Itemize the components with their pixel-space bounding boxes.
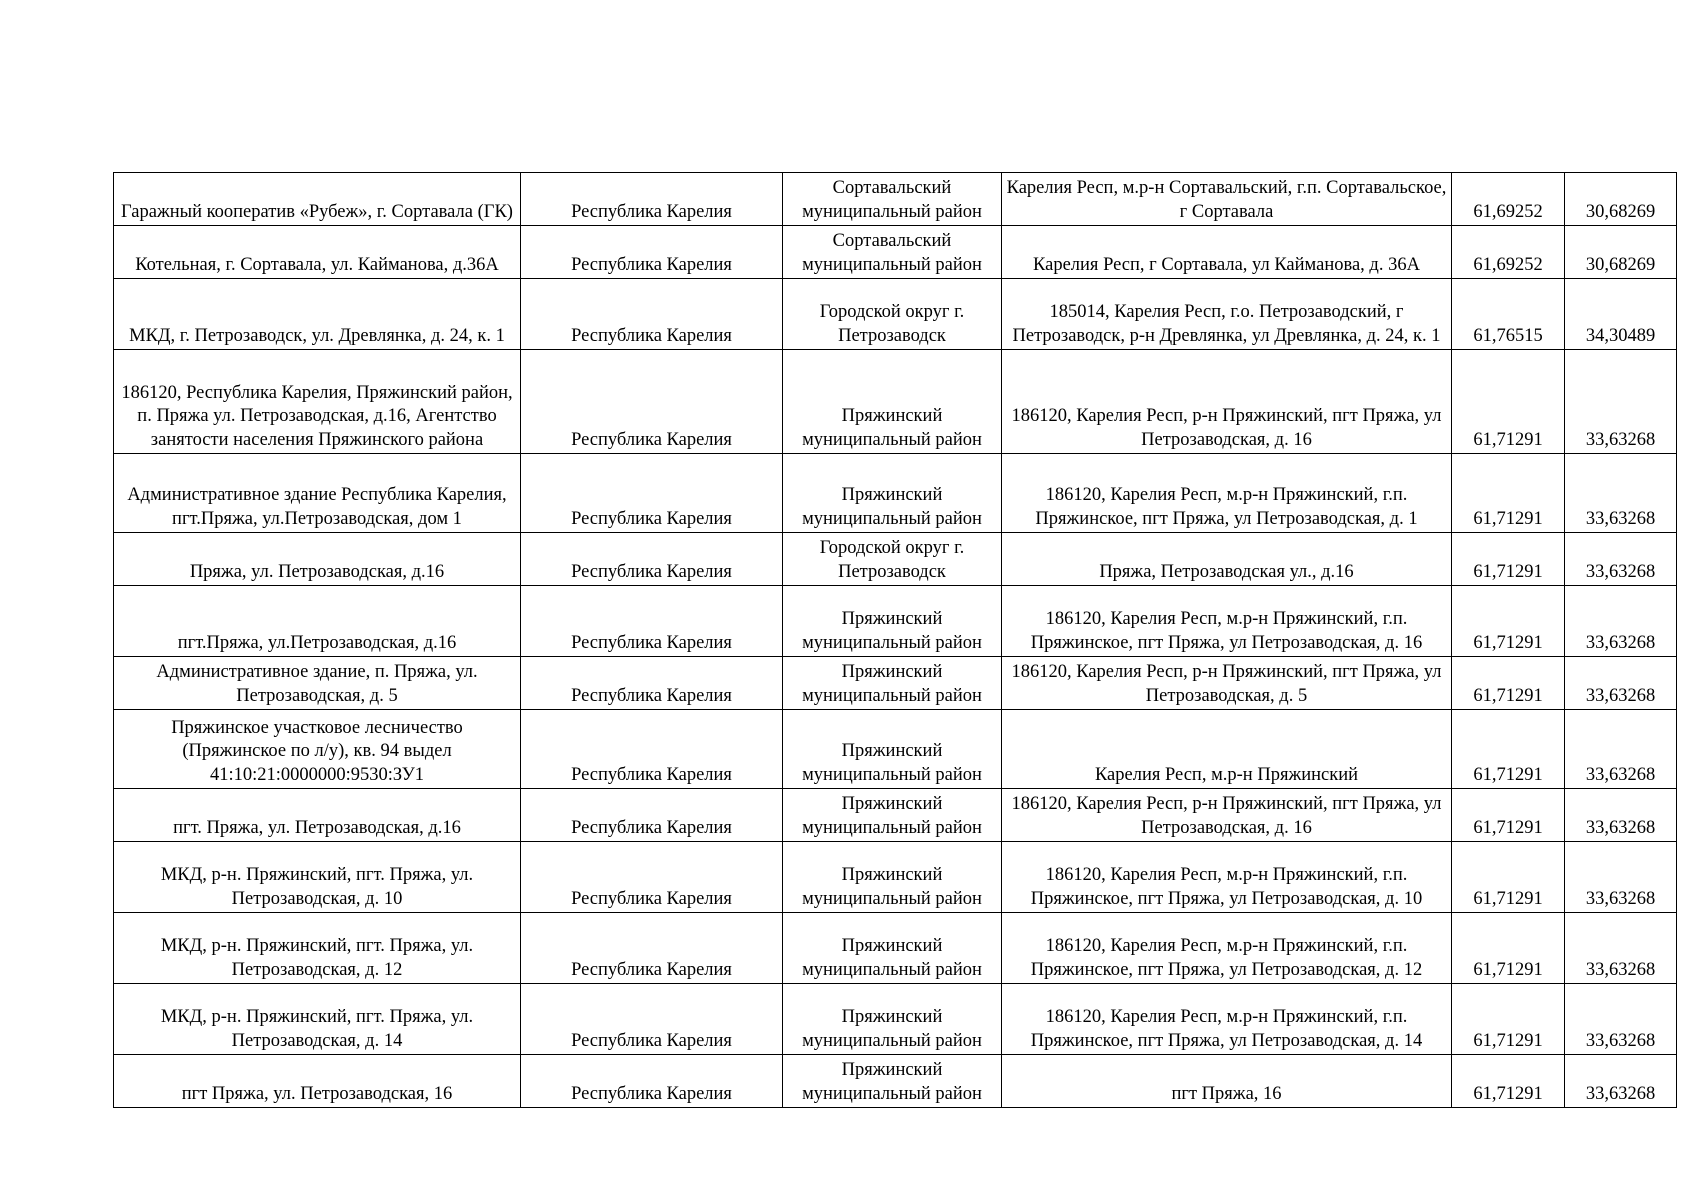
district-cell: Пряжинский муниципальный район (783, 984, 1002, 1055)
latitude-cell: 61,71291 (1452, 710, 1565, 789)
address-cell: 186120, Карелия Респ, м.р-н Пряжинский, г.п. Пряжинское, пгт Пряжа, ул Петрозаводская, д. 1 (1002, 454, 1452, 533)
longitude-cell: 33,63268 (1565, 586, 1677, 657)
district-cell: Городской округ г. Петрозаводск (783, 533, 1002, 586)
table-row (114, 454, 1677, 533)
object-name-cell: МКД, р-н. Пряжинский, пгт. Пряжа, ул. Петрозаводская, д. 14 (114, 984, 521, 1055)
region-cell: Республика Карелия (521, 1055, 783, 1108)
region-cell: Республика Карелия (521, 789, 783, 842)
address-cell: 186120, Карелия Респ, м.р-н Пряжинский, г.п. Пряжинское, пгт Пряжа, ул Петрозаводская, д. 10 (1002, 842, 1452, 913)
latitude-cell: 61,71291 (1452, 350, 1565, 454)
district-cell: Пряжинский муниципальный район (783, 710, 1002, 789)
address-cell: Карелия Респ, г Сортавала, ул Кайманова, д. 36А (1002, 226, 1452, 279)
address-cell: 186120, Карелия Респ, р-н Пряжинский, пгт Пряжа, ул Петрозаводская, д. 5 (1002, 657, 1452, 710)
district-cell: Пряжинский муниципальный район (783, 1055, 1002, 1108)
latitude-cell: 61,71291 (1452, 454, 1565, 533)
object-name-cell: Гаражный кооператив «Рубеж», г. Сортавала (ГК) (114, 173, 521, 226)
latitude-cell: 61,69252 (1452, 226, 1565, 279)
region-cell: Республика Карелия (521, 279, 783, 350)
table-body (114, 173, 1677, 1108)
object-name-cell: МКД, р-н. Пряжинский, пгт. Пряжа, ул. Петрозаводская, д. 12 (114, 913, 521, 984)
region-cell: Республика Карелия (521, 586, 783, 657)
district-cell: Сортавальский муниципальный район (783, 226, 1002, 279)
table-row (114, 350, 1677, 454)
address-cell: Пряжа, Петрозаводская ул., д.16 (1002, 533, 1452, 586)
district-cell: Пряжинский муниципальный район (783, 454, 1002, 533)
table-row (114, 279, 1677, 350)
longitude-cell: 33,63268 (1565, 710, 1677, 789)
district-cell: Пряжинский муниципальный район (783, 913, 1002, 984)
longitude-cell: 33,63268 (1565, 984, 1677, 1055)
district-cell: Пряжинский муниципальный район (783, 789, 1002, 842)
table-row (114, 586, 1677, 657)
address-cell: 186120, Карелия Респ, р-н Пряжинский, пгт Пряжа, ул Петрозаводская, д. 16 (1002, 789, 1452, 842)
longitude-cell: 33,63268 (1565, 350, 1677, 454)
object-name-cell: Административное здание Республика Карелия, пгт.Пряжа, ул.Петрозаводская, дом 1 (114, 454, 521, 533)
longitude-cell: 34,30489 (1565, 279, 1677, 350)
address-cell: 186120, Карелия Респ, м.р-н Пряжинский, г.п. Пряжинское, пгт Пряжа, ул Петрозаводская, д. 12 (1002, 913, 1452, 984)
object-name-cell: пгт.Пряжа, ул.Петрозаводская, д.16 (114, 586, 521, 657)
object-name-cell: Котельная, г. Сортавала, ул. Кайманова, д.36А (114, 226, 521, 279)
object-name-cell: МКД, р-н. Пряжинский, пгт. Пряжа, ул. Петрозаводская, д. 10 (114, 842, 521, 913)
object-name-cell: Пряжа, ул. Петрозаводская, д.16 (114, 533, 521, 586)
district-cell: Пряжинский муниципальный район (783, 586, 1002, 657)
longitude-cell: 33,63268 (1565, 657, 1677, 710)
address-cell: 186120, Карелия Респ, р-н Пряжинский, пгт Пряжа, ул Петрозаводская, д. 16 (1002, 350, 1452, 454)
region-cell: Республика Карелия (521, 350, 783, 454)
longitude-cell: 33,63268 (1565, 789, 1677, 842)
longitude-cell: 30,68269 (1565, 173, 1677, 226)
region-cell: Республика Карелия (521, 710, 783, 789)
table-row (114, 913, 1677, 984)
region-cell: Республика Карелия (521, 226, 783, 279)
longitude-cell: 30,68269 (1565, 226, 1677, 279)
longitude-cell: 33,63268 (1565, 454, 1677, 533)
address-cell: 186120, Карелия Респ, м.р-н Пряжинский, г.п. Пряжинское, пгт Пряжа, ул Петрозаводская, д. 14 (1002, 984, 1452, 1055)
object-name-cell: 186120, Республика Карелия, Пряжинский район, п. Пряжа ул. Петрозаводская, д.16, Агентство занятости населения Пряжинского района (114, 350, 521, 454)
longitude-cell: 33,63268 (1565, 842, 1677, 913)
district-cell: Пряжинский муниципальный район (783, 842, 1002, 913)
latitude-cell: 61,71291 (1452, 586, 1565, 657)
region-cell: Республика Карелия (521, 173, 783, 226)
latitude-cell: 61,71291 (1452, 789, 1565, 842)
table-row (114, 657, 1677, 710)
table-row (114, 789, 1677, 842)
latitude-cell: 61,71291 (1452, 1055, 1565, 1108)
region-cell: Республика Карелия (521, 454, 783, 533)
latitude-cell: 61,71291 (1452, 533, 1565, 586)
latitude-cell: 61,71291 (1452, 913, 1565, 984)
address-cell: Карелия Респ, м.р-н Пряжинский (1002, 710, 1452, 789)
latitude-cell: 61,71291 (1452, 657, 1565, 710)
address-cell: 185014, Карелия Респ, г.о. Петрозаводский, г Петрозаводск, р-н Древлянка, ул Древлянка, д. 24, к. 1 (1002, 279, 1452, 350)
region-cell: Республика Карелия (521, 533, 783, 586)
latitude-cell: 61,71291 (1452, 984, 1565, 1055)
longitude-cell: 33,63268 (1565, 913, 1677, 984)
longitude-cell: 33,63268 (1565, 1055, 1677, 1108)
address-cell: 186120, Карелия Респ, м.р-н Пряжинский, г.п. Пряжинское, пгт Пряжа, ул Петрозаводская, д. 16 (1002, 586, 1452, 657)
table-row (114, 984, 1677, 1055)
latitude-cell: 61,76515 (1452, 279, 1565, 350)
table-row (114, 1055, 1677, 1108)
address-cell: пгт Пряжа, 16 (1002, 1055, 1452, 1108)
region-cell: Республика Карелия (521, 657, 783, 710)
table-row (114, 710, 1677, 789)
object-name-cell: МКД, г. Петрозаводск, ул. Древлянка, д. 24, к. 1 (114, 279, 521, 350)
object-name-cell: Пряжинское участковое лесничество (Пряжинское по л/у), кв. 94 выдел 41:10:21:0000000:9530:ЗУ1 (114, 710, 521, 789)
district-cell: Пряжинский муниципальный район (783, 350, 1002, 454)
table-row (114, 226, 1677, 279)
object-name-cell: Административное здание, п. Пряжа, ул. Петрозаводская, д. 5 (114, 657, 521, 710)
district-cell: Пряжинский муниципальный район (783, 657, 1002, 710)
region-cell: Республика Карелия (521, 913, 783, 984)
latitude-cell: 61,71291 (1452, 842, 1565, 913)
table-row (114, 173, 1677, 226)
district-cell: Городской округ г. Петрозаводск (783, 279, 1002, 350)
longitude-cell: 33,63268 (1565, 533, 1677, 586)
table-row (114, 842, 1677, 913)
region-cell: Республика Карелия (521, 984, 783, 1055)
address-cell: Карелия Респ, м.р-н Сортавальский, г.п. Сортавальское, г Сортавала (1002, 173, 1452, 226)
object-name-cell: пгт Пряжа, ул. Петрозаводская, 16 (114, 1055, 521, 1108)
district-cell: Сортавальский муниципальный район (783, 173, 1002, 226)
objects-table (113, 172, 1677, 1108)
latitude-cell: 61,69252 (1452, 173, 1565, 226)
object-name-cell: пгт. Пряжа, ул. Петрозаводская, д.16 (114, 789, 521, 842)
region-cell: Республика Карелия (521, 842, 783, 913)
table-row (114, 533, 1677, 586)
